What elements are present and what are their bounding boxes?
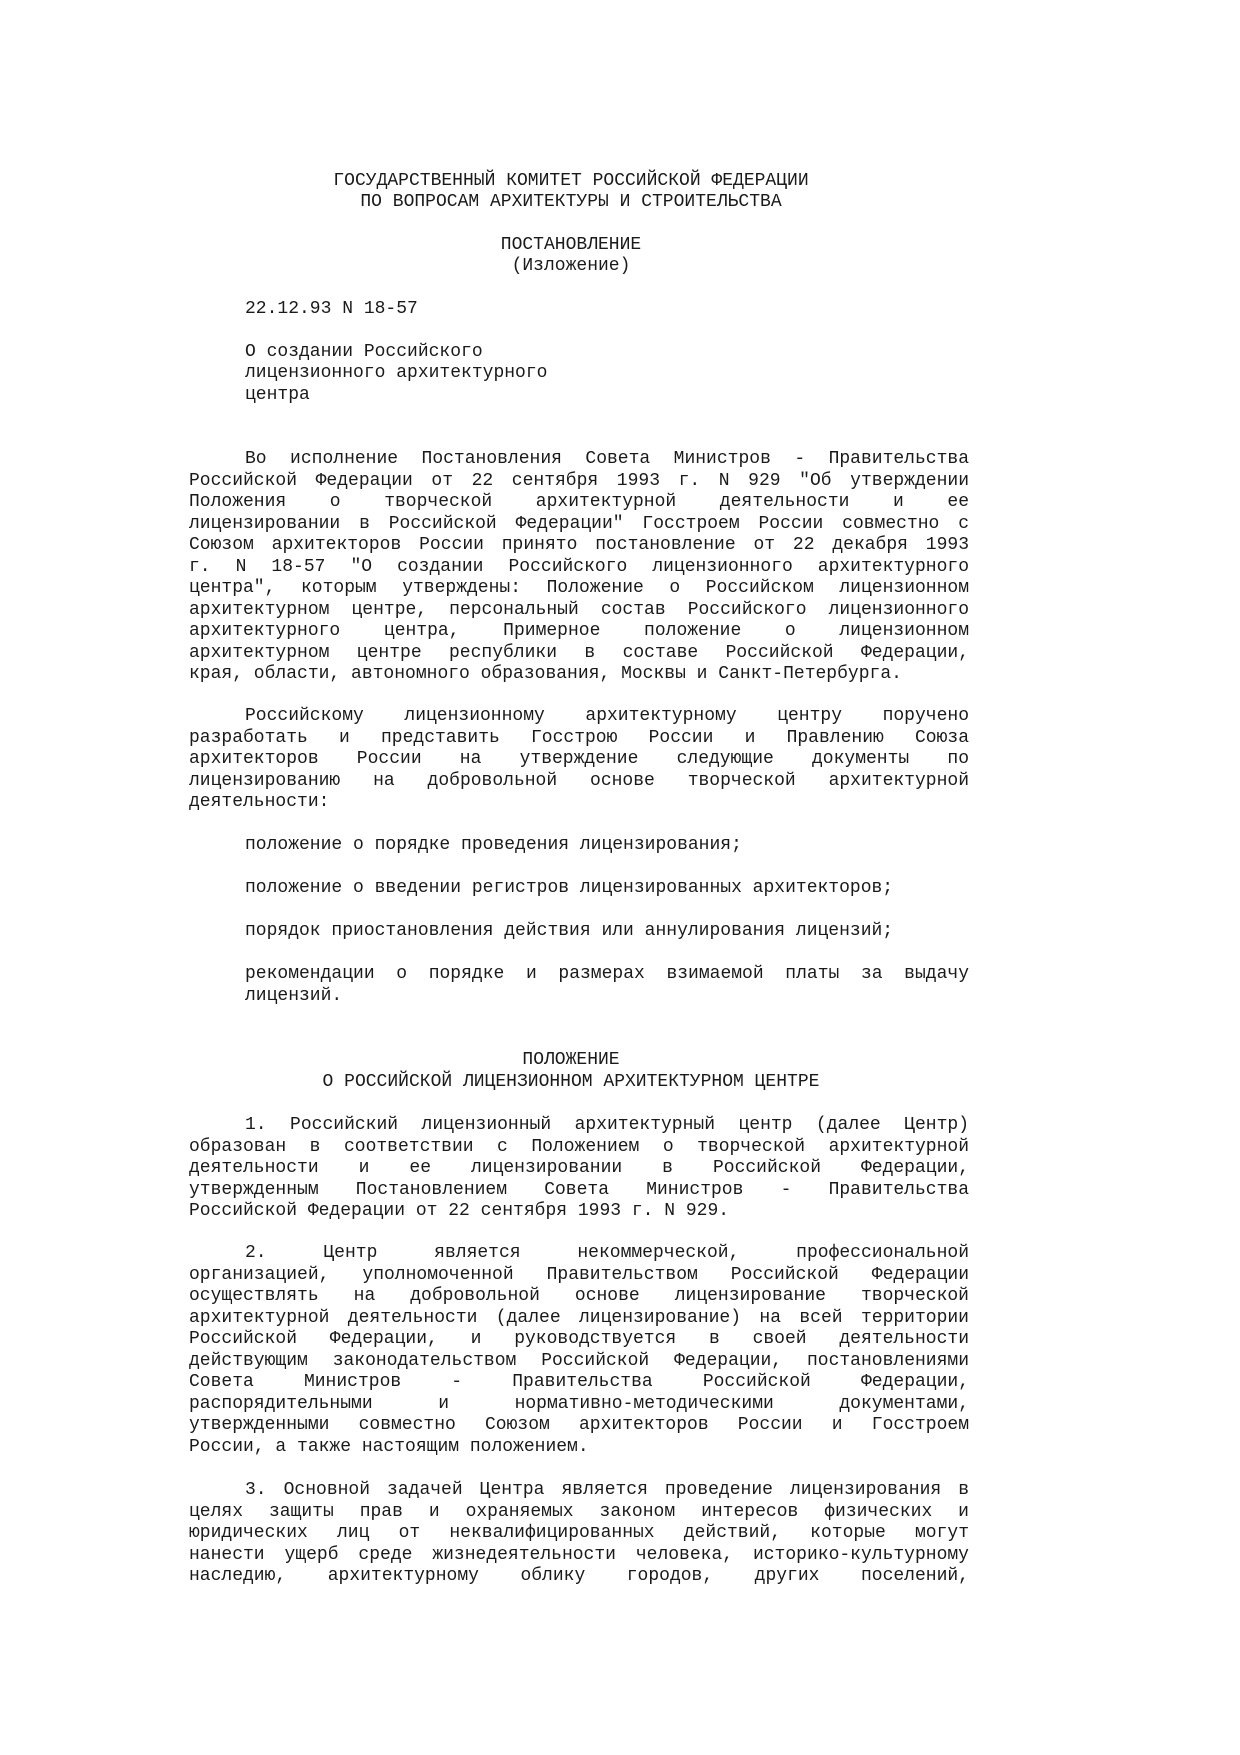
text-line: центра", которым утверждены: Положение о Российском лицензионном xyxy=(189,578,969,598)
date-number: 22.12.93 N 18-57 xyxy=(245,299,418,319)
text-line: 2. Центр является некоммерческой, профессиональной xyxy=(245,1243,969,1263)
text-line: нанести ущерб среде жизнедеятельности человека, историко-культурному xyxy=(189,1544,969,1565)
text-line: осуществлять на добровольной основе лицензирование творческой xyxy=(189,1286,969,1306)
intro-paragraph xyxy=(189,449,969,686)
text-line: деятельности и ее лицензировании в Российской Федерации, xyxy=(189,1158,969,1178)
text-line: 3. Основной задачей Центра является проведение лицензирования в xyxy=(245,1480,969,1500)
section-title: ПОЛОЖЕНИЕ xyxy=(522,1050,620,1070)
list-item: положение о порядке проведения лицензирования; xyxy=(245,835,742,855)
text-line: России, а также настоящим положением. xyxy=(189,1436,589,1457)
subject-line-3: центра xyxy=(245,385,310,405)
text-line: г. N 18-57 "О создании Российского лицензионного архитектурного xyxy=(189,556,969,577)
text-line: 1. Российский лицензионный архитектурный центр (далее Центр) xyxy=(245,1115,969,1135)
text-line: лицензированию на добровольной основе творческой архитектурной xyxy=(189,770,969,791)
text-line: лицензировании в Российской Федерации" Госстроем России совместно с xyxy=(189,513,969,534)
text-line: деятельности: xyxy=(189,792,330,812)
text-line: рекомендации о порядке и размерах взимаемой платы за выдачу xyxy=(245,964,969,984)
text-line: архитектурном центре республики в составе Российской Федерации, xyxy=(189,642,969,663)
text-line: действующим законодательством Российской Федерации, постановлениями xyxy=(189,1350,969,1371)
text-line: Совета Министров - Правительства Российской Федерации, xyxy=(189,1372,969,1392)
text-line: архитектурном центре, персональный состав Российского лицензионного xyxy=(189,599,969,620)
list-item: порядок приостановления действия или аннулирования лицензий; xyxy=(245,921,894,941)
doc-type: ПОСТАНОВЛЕНИЕ xyxy=(500,235,642,255)
clause-2 xyxy=(189,1243,969,1458)
text-line: наследию, архитектурному облику городов, других поселений, xyxy=(189,1566,969,1586)
text-line: края, области, автономного образования, Москвы и Санкт-Петербурга. xyxy=(189,664,902,684)
text-line: юридических лиц от неквалифицированных действий, которые могут xyxy=(189,1523,969,1543)
clause-3 xyxy=(189,1480,969,1588)
text-line: разработать и представить Госстрою России и Правлению Союза xyxy=(189,727,969,748)
clause-1 xyxy=(189,1115,969,1223)
org-name-line-1: ГОСУДАРСТВЕННЫЙ КОМИТЕТ РОССИЙСКОЙ ФЕДЕРАЦИИ xyxy=(333,171,809,191)
text-line: архитекторов России на утверждение следующие документы по xyxy=(189,749,969,769)
text-line: утвержденным Постановлением Совета Министров - Правительства xyxy=(189,1179,969,1200)
text-line: архитектурного центра, Примерное положение о лицензионном xyxy=(189,621,969,641)
text-line: Российской Федерации от 22 сентября 1993 г. N 929. xyxy=(189,1201,730,1221)
org-name-line-2: ПО ВОПРОСАМ АРХИТЕКТУРЫ И СТРОИТЕЛЬСТВА xyxy=(360,192,782,212)
text-line: архитектурной деятельности (далее лицензирование) на всей территории xyxy=(189,1307,969,1328)
text-line: утвержденными совместно Союзом архитекторов России и Госстроем xyxy=(189,1415,969,1435)
text-line: Положения о творческой архитектурной деятельности и ее xyxy=(189,492,969,512)
list-item xyxy=(245,964,969,1007)
task-paragraph xyxy=(189,706,969,814)
text-line: лицензий. xyxy=(245,985,343,1006)
list-item: положение о введении регистров лицензированных архитекторов; xyxy=(245,878,894,898)
text-line: распорядительными и нормативно-методическими документами, xyxy=(189,1393,969,1414)
text-line: образован в соответствии с Положением о творческой архитектурной xyxy=(189,1136,969,1157)
text-line: Союзом архитекторов России принято постановление от 22 декабря 1993 xyxy=(189,535,969,555)
section-subtitle: О РОССИЙСКОЙ ЛИЦЕНЗИОННОМ АРХИТЕКТУРНОМ ЦЕНТРЕ xyxy=(322,1072,820,1092)
text-line: Российскому лицензионному архитектурному центру поручено xyxy=(245,706,969,726)
text-line: целях защиты прав и охраняемых законом интересов физических и xyxy=(189,1501,969,1522)
subject-line-1: О создании Российского xyxy=(245,342,483,362)
text-line: организацией, уполномоченной Правительством Российской Федерации xyxy=(189,1264,969,1285)
text-line: Российской Федерации, и руководствуется в своей деятельности xyxy=(189,1329,969,1349)
doc-subtype: (Изложение) xyxy=(511,256,631,276)
subject-line-2: лицензионного архитектурного xyxy=(245,363,548,383)
text-line: Российской Федерации от 22 сентября 1993 г. N 929 "Об утверждении xyxy=(189,470,969,491)
text-line: Во исполнение Постановления Совета Министров - Правительства xyxy=(245,449,969,469)
